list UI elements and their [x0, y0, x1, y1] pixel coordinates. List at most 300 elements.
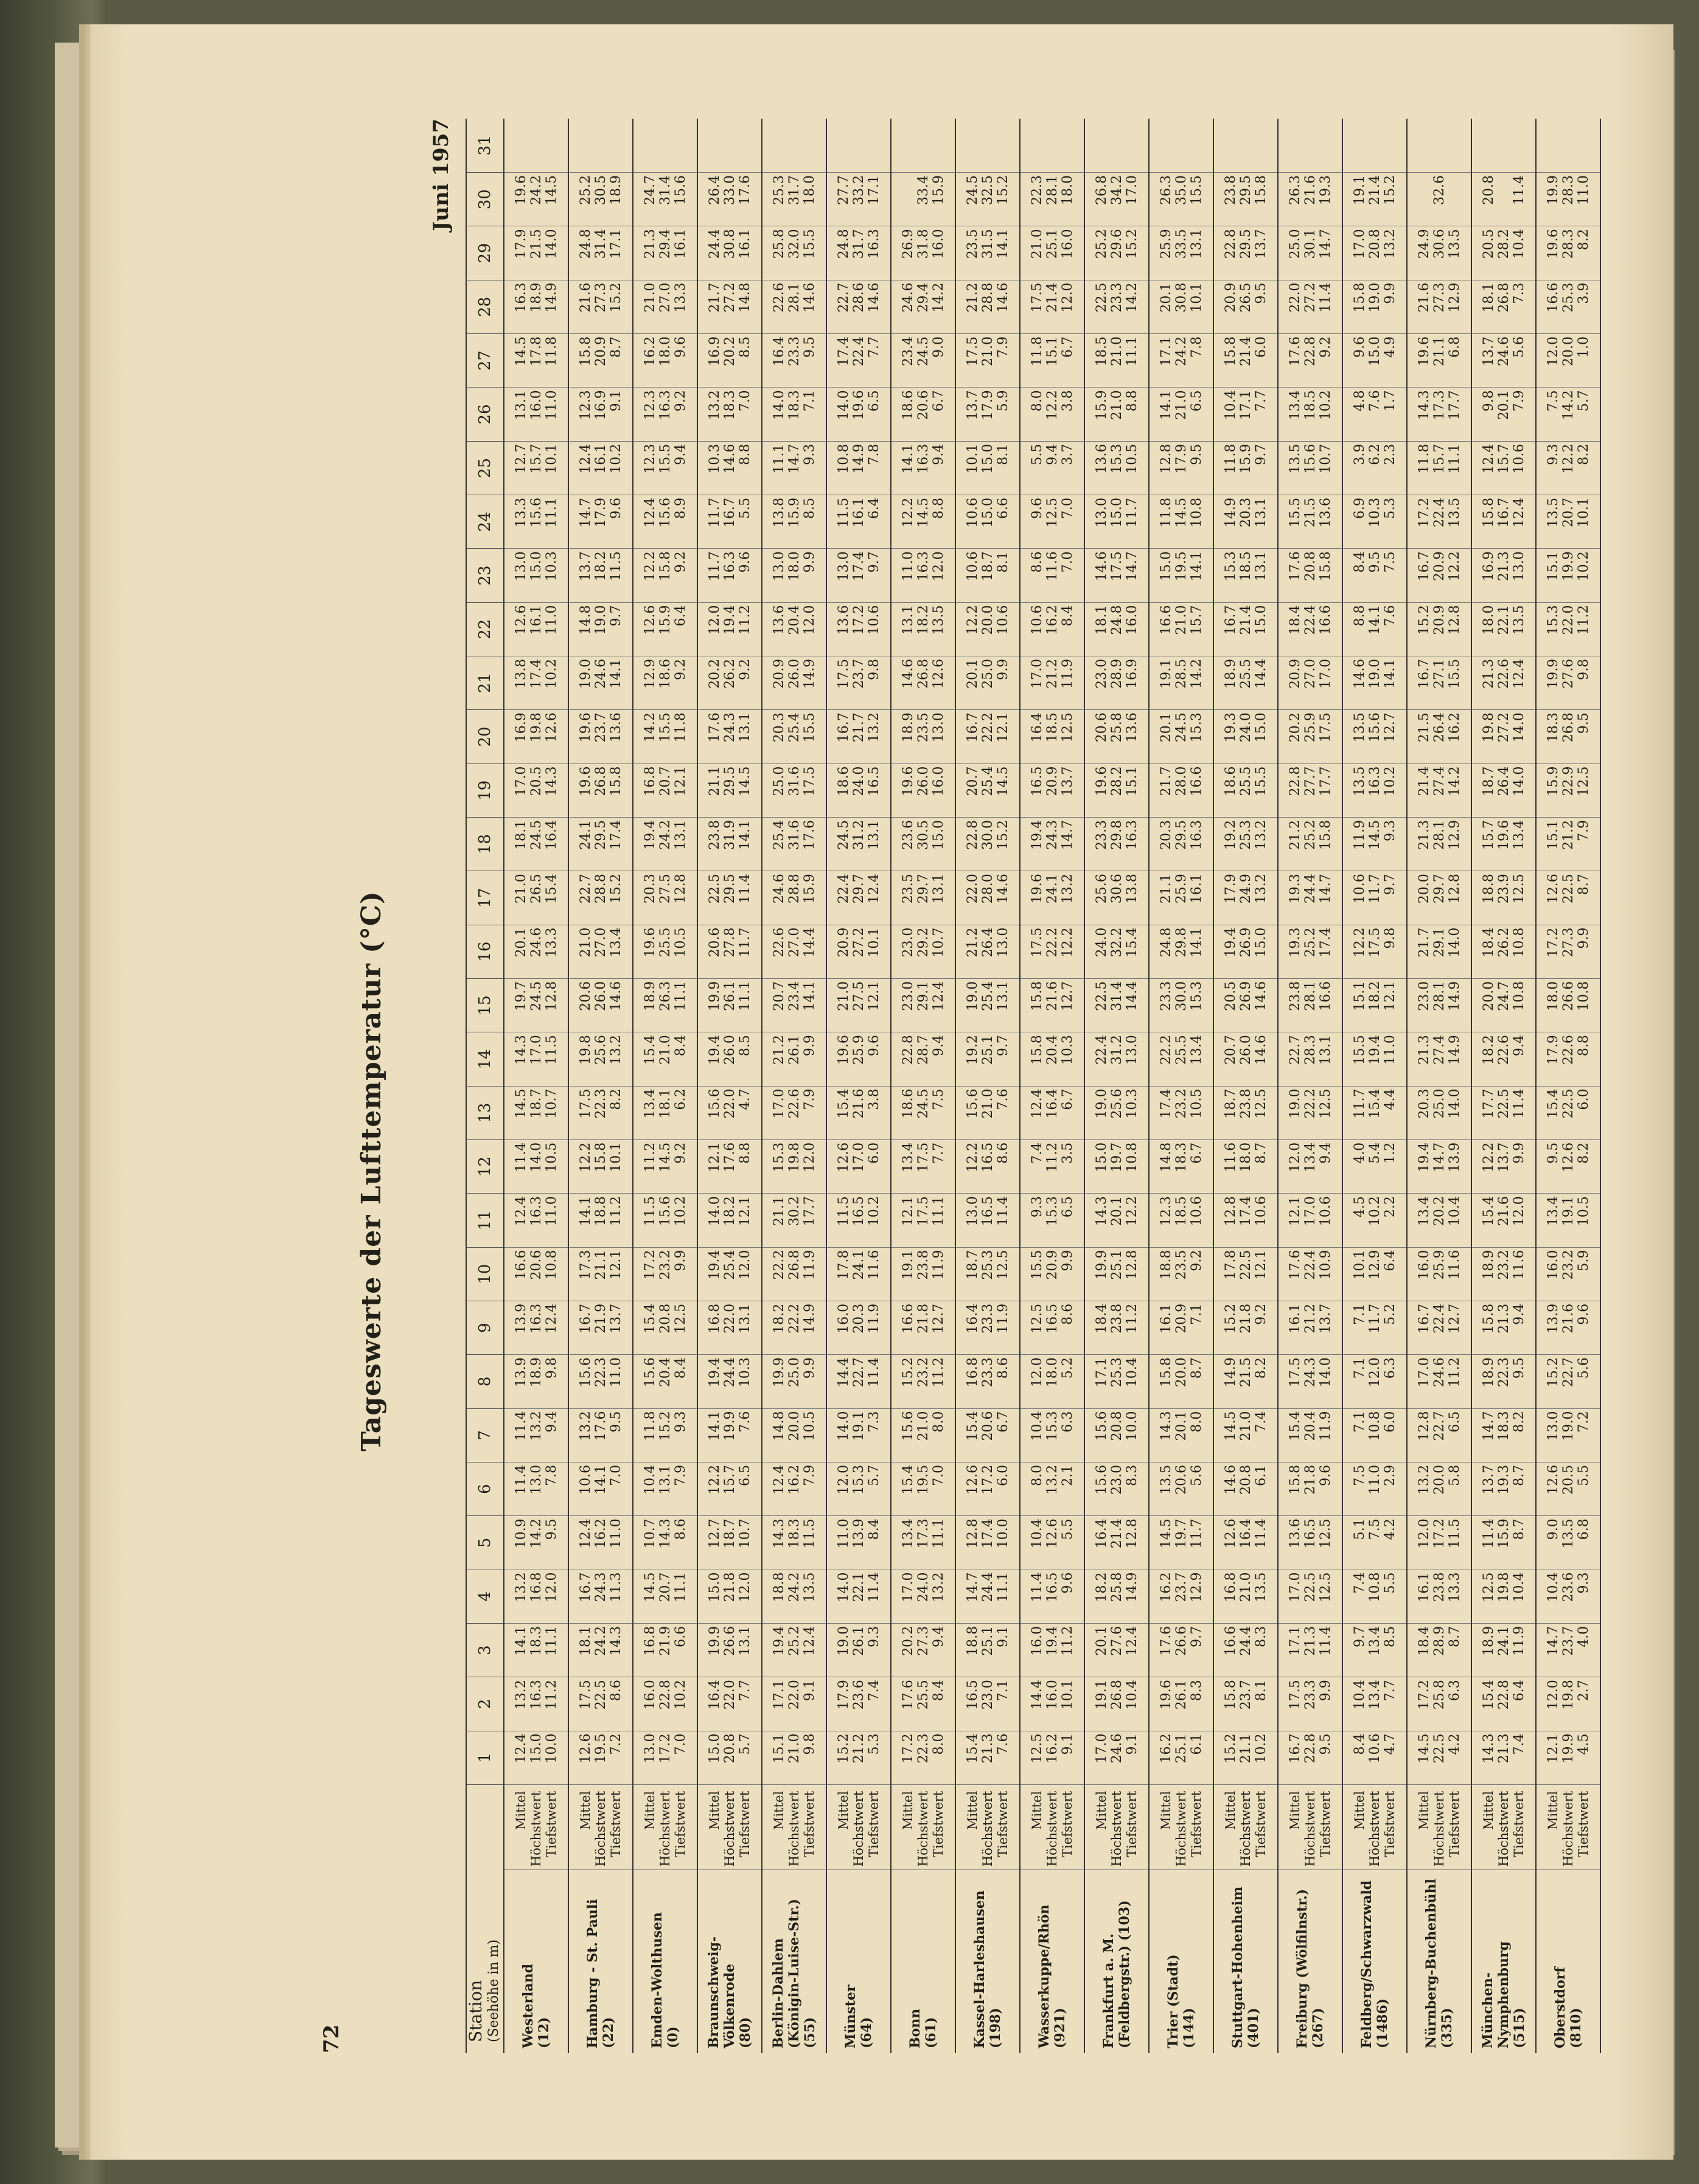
- temperature-hoechst: 21.3: [1496, 1303, 1512, 1334]
- temperature-mittel: 14.0: [836, 1411, 851, 1441]
- temperature-tief: 14.5: [995, 766, 1011, 796]
- temperature-mittel: 10.4: [1545, 1572, 1561, 1602]
- temperature-hoechst: 19.5: [915, 1464, 931, 1495]
- temperature-mittel: 19.6: [1029, 874, 1045, 904]
- day-value-cell: [1149, 1194, 1213, 1247]
- value-kind-label: Mittel: [1287, 1790, 1302, 1831]
- temperature-mittel: 15.7: [1481, 819, 1496, 850]
- temperature-tief: 5.2: [1059, 1357, 1075, 1379]
- day-value-cell: [955, 1408, 1020, 1462]
- temperature-mittel: 13.6: [836, 605, 851, 635]
- temperature-tief: 12.1: [1382, 981, 1398, 1011]
- day-value-cell: [826, 817, 891, 871]
- temperature-mittel: 15.4: [642, 1035, 658, 1065]
- temperature-mittel: 9.6: [1352, 336, 1367, 358]
- day-value-cell: [1084, 280, 1149, 333]
- temperature-hoechst: [1174, 121, 1189, 170]
- temperature-tief: 10.8: [1124, 1142, 1140, 1172]
- temperature-mittel: 12.4: [642, 497, 658, 527]
- temperature-mittel: 24.4: [706, 229, 722, 259]
- day-value-cell: [891, 656, 955, 709]
- station-row: [1020, 119, 1084, 2053]
- temperature-mittel: 17.4: [836, 336, 851, 366]
- day-value-cell: [1084, 871, 1149, 925]
- temperature-hoechst: 30.5: [915, 819, 931, 850]
- day-value-cell: [1213, 925, 1278, 978]
- day-value-cell: [762, 334, 826, 388]
- station-altitude: (1486): [1375, 1998, 1390, 2048]
- temperature-hoechst: 18.1: [657, 1088, 673, 1119]
- temperature-mittel: 19.6: [1094, 766, 1109, 796]
- temperature-hoechst: 20.2: [722, 336, 738, 366]
- station-row: [1471, 119, 1536, 2053]
- temperature-tief: 10.8: [1511, 927, 1527, 958]
- day-value-cell: [1471, 1462, 1536, 1515]
- temperature-hoechst: 20.5: [1560, 1464, 1576, 1495]
- day-value-cell: [1342, 817, 1407, 871]
- temperature-tief: 9.5: [608, 1411, 624, 1433]
- temperature-tief: 13.1: [995, 981, 1011, 1011]
- day-value-cell: [1084, 1731, 1149, 1784]
- temperature-hoechst: 14.5: [657, 1142, 673, 1172]
- temperature-hoechst: 27.6: [1560, 658, 1576, 689]
- value-kind-label: Höchstwert: [1109, 1790, 1124, 1867]
- temperature-tief: 4.0: [1575, 1626, 1591, 1647]
- temperature-hoechst: 25.8: [1109, 1572, 1125, 1602]
- temperature-hoechst: 25.0: [980, 658, 996, 689]
- temperature-hoechst: 25.2: [1302, 819, 1318, 850]
- station-name-cell: [1149, 1870, 1213, 2053]
- temperature-tief: 10.9: [1317, 1250, 1333, 1280]
- day-value-cell: [1471, 334, 1536, 388]
- temperature-mittel: 12.4: [771, 1464, 787, 1495]
- temperature-hoechst: 15.3: [1044, 1196, 1060, 1226]
- temperature-tief: 17.1: [608, 229, 624, 259]
- station-name: Frankfurt a. M.: [1101, 1933, 1117, 2048]
- day-value-cell: [955, 280, 1020, 333]
- temperature-tief: 12.0: [930, 551, 946, 582]
- temperature-hoechst: 15.0: [980, 497, 996, 527]
- day-value-cell: [762, 1086, 826, 1139]
- value-kind-cell: [633, 1784, 697, 1870]
- temperature-hoechst: 23.2: [1496, 1250, 1512, 1280]
- temperature-hoechst: 26.0: [1238, 1035, 1254, 1065]
- temperature-hoechst: 13.2: [1044, 1464, 1060, 1495]
- value-kind-cell: [1342, 1784, 1407, 1870]
- day-value-cell: [633, 656, 697, 709]
- temperature-tief: 7.1: [995, 1680, 1011, 1702]
- temperature-tief: 14.5: [737, 766, 753, 796]
- temperature-mittel: 19.7: [513, 981, 529, 1011]
- day-value-cell: [1149, 1355, 1213, 1408]
- temperature-hoechst: 20.1: [1173, 1411, 1189, 1441]
- temperature-hoechst: 29.6: [1109, 229, 1125, 259]
- temperature-tief: 3.9: [1575, 282, 1591, 304]
- temperature-hoechst: 23.5: [915, 712, 931, 743]
- temperature-mittel: 12.0: [1287, 1142, 1303, 1172]
- temperature-tief: 13.4: [1188, 1035, 1204, 1065]
- temperature-tief: 11.9: [995, 1303, 1011, 1334]
- temperature-hoechst: [1367, 121, 1383, 170]
- temperature-mittel: 23.0: [1094, 658, 1109, 689]
- station-name: Feldberg/Schwarzwald: [1359, 1880, 1375, 2048]
- temperature-tief: 9.7: [866, 551, 882, 573]
- temperature-mittel: 15.4: [642, 1303, 658, 1334]
- temperature-hoechst: 25.9: [1173, 874, 1189, 904]
- temperature-mittel: 12.2: [1481, 1142, 1496, 1172]
- temperature-mittel: 15.5: [1029, 1250, 1045, 1280]
- temperature-tief: [673, 121, 688, 170]
- temperature-hoechst: 25.1: [1173, 1733, 1189, 1764]
- day-column-header: 21: [466, 656, 504, 709]
- temperature-mittel: 20.1: [1158, 712, 1174, 743]
- temperature-hoechst: 22.6: [1560, 1035, 1576, 1065]
- day-value-cell: [1536, 602, 1600, 656]
- station-altitude: (12): [536, 2017, 552, 2048]
- day-value-cell: [891, 817, 955, 871]
- temperature-hoechst: 19.8: [1560, 1680, 1576, 1710]
- temperature-tief: 7.9: [672, 1464, 688, 1486]
- temperature-hoechst: 21.0: [1173, 390, 1189, 420]
- temperature-mittel: 20.1: [1158, 282, 1174, 313]
- temperature-hoechst: 20.6: [915, 390, 931, 420]
- value-kind-cell: [1278, 1784, 1342, 1870]
- temperature-mittel: 15.4: [1287, 1411, 1303, 1441]
- temperature-mittel: 12.4: [1029, 1088, 1045, 1119]
- station-name-cell: [1342, 1870, 1407, 2053]
- station-name-cell: [633, 1870, 697, 2053]
- temperature-hoechst: 26.4: [1431, 712, 1447, 743]
- temperature-tief: 11.6: [1446, 1250, 1462, 1280]
- value-kind-cell: [1407, 1784, 1471, 1870]
- temperature-hoechst: 24.5: [915, 336, 931, 366]
- temperature-tief: 15.6: [672, 175, 688, 205]
- day-value-cell: [504, 1086, 568, 1139]
- temperature-hoechst: 28.9: [1109, 658, 1125, 689]
- day-value-cell: [1342, 495, 1407, 548]
- temperature-mittel: 17.5: [577, 1088, 593, 1119]
- day-value-cell: [1471, 1301, 1536, 1354]
- day-value-cell: [1213, 173, 1278, 226]
- temperature-tief: 9.5: [1253, 282, 1269, 304]
- temperature-mittel: 21.7: [1158, 766, 1174, 796]
- temperature-mittel: 20.5: [1223, 981, 1238, 1011]
- temperature-tief: 5.5: [1382, 1572, 1398, 1594]
- temperature-mittel: 11.5: [836, 497, 851, 527]
- day-value-cell: [955, 119, 1020, 173]
- temperature-tief: 9.1: [1124, 1733, 1140, 1755]
- station-name: Hamburg - St. Pauli: [585, 1899, 601, 2048]
- temperature-hoechst: 31.9: [722, 819, 738, 850]
- temperature-mittel: 12.6: [1545, 1464, 1561, 1495]
- temperature-tief: 9.7: [1382, 874, 1398, 896]
- day-value-cell: [633, 817, 697, 871]
- day-value-cell: [1471, 871, 1536, 925]
- day-value-cell: [633, 1623, 697, 1677]
- temperature-tief: 13.2: [1253, 874, 1269, 904]
- temperature-tief: 7.0: [672, 1733, 688, 1755]
- temperature-tief: 5.7: [1575, 390, 1591, 412]
- temperature-tief: 9.9: [801, 1357, 817, 1379]
- station-altitude: (80): [738, 2017, 753, 2048]
- day-column-header: 26: [466, 388, 504, 441]
- temperature-tief: 12.4: [1124, 1626, 1140, 1656]
- temperature-mittel: 13.0: [836, 551, 851, 582]
- day-value-cell: [1471, 1355, 1536, 1408]
- temperature-mittel: [578, 121, 593, 170]
- temperature-hoechst: [1238, 121, 1254, 170]
- temperature-hoechst: 16.5: [980, 1196, 996, 1226]
- temperature-hoechst: 10.3: [1367, 497, 1383, 527]
- temperature-tief: 14.0: [1317, 1357, 1333, 1388]
- temperature-hoechst: 22.5: [1560, 874, 1576, 904]
- temperature-mittel: 21.0: [642, 282, 658, 313]
- temperature-mittel: 18.5: [1094, 336, 1109, 366]
- day-value-cell: [891, 1247, 955, 1301]
- temperature-tief: 15.3: [1188, 712, 1204, 743]
- value-kind-cell: [504, 1784, 568, 1870]
- value-kind-label: Tiefstwert: [995, 1790, 1010, 1857]
- temperature-hoechst: 21.0: [1173, 605, 1189, 635]
- temperature-mittel: 14.3: [1158, 1411, 1174, 1441]
- day-value-cell: [1342, 1086, 1407, 1139]
- temperature-hoechst: 24.5: [1173, 712, 1189, 743]
- temperature-mittel: 17.2: [642, 1250, 658, 1280]
- temperature-tief: 6.6: [995, 497, 1011, 519]
- temperature-hoechst: 23.2: [1173, 1088, 1189, 1119]
- temperature-mittel: 19.6: [1545, 229, 1561, 259]
- day-value-cell: [955, 978, 1020, 1032]
- temperature-mittel: 12.5: [1029, 1733, 1045, 1764]
- temperature-tief: 10.7: [930, 927, 946, 958]
- temperature-mittel: 12.1: [1545, 1733, 1561, 1764]
- day-value-cell: [1342, 602, 1407, 656]
- day-column-header: 19: [466, 763, 504, 817]
- temperature-tief: 11.1: [995, 1572, 1011, 1602]
- temperature-tief: 9.5: [1575, 712, 1591, 734]
- temperature-hoechst: 26.5: [528, 874, 544, 904]
- temperature-tief: 9.8: [543, 1357, 559, 1379]
- temperature-mittel: 17.9: [836, 1680, 851, 1710]
- day-value-cell: [1342, 1462, 1407, 1515]
- temperature-hoechst: 19.1: [851, 1411, 867, 1441]
- value-kind-label: Tiefstwert: [1188, 1790, 1204, 1857]
- temperature-mittel: 8.0: [1029, 390, 1045, 412]
- temperature-mittel: 15.0: [1158, 551, 1174, 582]
- temperature-mittel: 12.2: [965, 605, 980, 635]
- day-value-cell: [1471, 925, 1536, 978]
- temperature-tief: 14.7: [1317, 229, 1333, 259]
- temperature-tief: 9.5: [801, 336, 817, 358]
- temperature-hoechst: 24.0: [915, 1572, 931, 1602]
- station-row: [1278, 119, 1342, 2053]
- temperature-hoechst: 19.4: [1367, 1035, 1383, 1065]
- temperature-tief: 10.6: [866, 605, 882, 635]
- temperature-hoechst: 18.3: [722, 390, 738, 420]
- temperature-tief: 15.5: [1446, 658, 1462, 689]
- day-value-cell: [1149, 495, 1213, 548]
- temperature-hoechst: 26.6: [1560, 981, 1576, 1011]
- temperature-tief: 14.6: [1253, 981, 1269, 1011]
- temperature-hoechst: 16.0: [528, 390, 544, 420]
- day-value-cell: [504, 441, 568, 495]
- temperature-hoechst: 14.7: [1431, 1142, 1447, 1172]
- day-value-cell: [1536, 1247, 1600, 1301]
- temperature-tief: 7.6: [995, 1733, 1011, 1755]
- day-value-cell: [1278, 656, 1342, 709]
- temperature-mittel: 14.3: [513, 1035, 529, 1065]
- day-value-cell: [568, 1355, 633, 1408]
- station-altitude: (144): [1181, 2008, 1197, 2048]
- temperature-tief: 9.5: [1317, 1733, 1333, 1755]
- day-value-cell: [1536, 925, 1600, 978]
- day-value-cell: [1536, 656, 1600, 709]
- temperature-tief: 9.2: [672, 390, 688, 412]
- day-column-header: 10: [466, 1247, 504, 1301]
- day-value-cell: [568, 817, 633, 871]
- temperature-mittel: [1159, 121, 1174, 170]
- temperature-mittel: 18.0: [1481, 605, 1496, 635]
- day-value-cell: [568, 710, 633, 763]
- temperature-mittel: 16.9: [513, 712, 529, 743]
- temperature-tief: 15.5: [801, 229, 817, 259]
- temperature-tief: 11.4: [1253, 1518, 1269, 1549]
- temperature-hoechst: 29.8: [1173, 927, 1189, 958]
- temperature-hoechst: 20.2: [1431, 1196, 1447, 1226]
- station-name-cell: [568, 1870, 633, 2053]
- temperature-hoechst: 13.2: [528, 1411, 544, 1441]
- temperature-mittel: 11.4: [1029, 1572, 1045, 1602]
- value-kind-label: Mittel: [1352, 1790, 1367, 1831]
- temperature-hoechst: 21.8: [915, 1303, 931, 1334]
- temperature-tief: [1189, 121, 1204, 170]
- temperature-hoechst: 16.5: [980, 1142, 996, 1172]
- day-value-cell: [762, 280, 826, 333]
- temperature-tief: 15.8: [1317, 551, 1333, 582]
- day-value-cell: [762, 925, 826, 978]
- temperature-tief: 19.3: [1317, 175, 1333, 205]
- temperature-tief: 8.2: [1575, 1142, 1591, 1164]
- day-value-cell: [697, 1139, 762, 1193]
- day-value-cell: [568, 226, 633, 280]
- station-name: Oberstdorf: [1552, 1967, 1568, 2048]
- temperature-hoechst: 15.9: [1496, 1518, 1512, 1549]
- temperature-hoechst: 20.6: [528, 1250, 544, 1280]
- day-value-cell: [1020, 656, 1084, 709]
- temperature-mittel: 16.1: [1416, 1572, 1432, 1602]
- day-value-cell: [633, 925, 697, 978]
- temperature-mittel: 12.4: [513, 1196, 529, 1226]
- temperature-hoechst: 16.7: [722, 497, 738, 527]
- temperature-mittel: 19.9: [1545, 658, 1561, 689]
- temperature-tief: 10.1: [1188, 282, 1204, 313]
- temperature-tief: 11.1: [1446, 443, 1462, 474]
- temperature-tief: 7.1: [801, 390, 817, 412]
- temperature-hoechst: 28.0: [1173, 766, 1189, 796]
- temperature-mittel: 19.3: [1223, 712, 1238, 743]
- day-value-cell: [891, 1623, 955, 1677]
- temperature-tief: 13.2: [608, 1035, 624, 1065]
- temperature-mittel: 19.6: [577, 712, 593, 743]
- temperature-mittel: 24.8: [577, 229, 593, 259]
- temperature-hoechst: 11.0: [1367, 1464, 1383, 1495]
- temperature-hoechst: 20.8: [1109, 1411, 1125, 1441]
- station-name-cell: [504, 1870, 568, 2053]
- temperature-mittel: 17.8: [1223, 1250, 1238, 1280]
- temperature-hoechst: 24.3: [1302, 1357, 1318, 1388]
- temperature-mittel: 20.2: [900, 1626, 916, 1656]
- temperature-hoechst: 25.5: [657, 927, 673, 958]
- day-value-cell: [568, 978, 633, 1032]
- temperature-mittel: 14.6: [900, 658, 916, 689]
- temperature-hoechst: 31.4: [1109, 981, 1125, 1011]
- temperature-mittel: [1417, 121, 1432, 170]
- day-value-cell: [1278, 1355, 1342, 1408]
- temperature-hoechst: 12.5: [1044, 497, 1060, 527]
- temperature-hoechst: 22.8: [1302, 1733, 1318, 1764]
- day-value-cell: [1084, 1247, 1149, 1301]
- temperature-mittel: 14.7: [1545, 1626, 1561, 1656]
- temperature-hoechst: 26.0: [722, 1035, 738, 1065]
- temperature-hoechst: 22.6: [1496, 658, 1512, 689]
- day-value-cell: [568, 1139, 633, 1193]
- day-value-cell: [955, 1731, 1020, 1784]
- day-value-cell: [1084, 763, 1149, 817]
- temperature-tief: 1.0: [1575, 336, 1591, 358]
- temperature-hoechst: 25.8: [1431, 1680, 1447, 1710]
- temperature-hoechst: 23.3: [786, 336, 802, 366]
- temperature-tief: 12.8: [672, 874, 688, 904]
- day-value-cell: [1149, 441, 1213, 495]
- temperature-hoechst: 15.0: [528, 1733, 544, 1764]
- temperature-mittel: 13.2: [513, 1680, 529, 1710]
- day-column-header: 11: [466, 1194, 504, 1247]
- day-value-cell: [762, 817, 826, 871]
- temperature-mittel: 21.2: [1287, 819, 1303, 850]
- temperature-tief: 13.1: [1253, 551, 1269, 582]
- temperature-tief: 6.7: [930, 390, 946, 412]
- day-value-cell: [1278, 173, 1342, 226]
- value-kind-label: Mittel: [771, 1790, 786, 1831]
- temperature-tief: 13.8: [1124, 874, 1140, 904]
- temperature-tief: 8.5: [737, 336, 753, 358]
- day-value-cell: [1213, 1139, 1278, 1193]
- temperature-hoechst: 25.5: [1238, 658, 1254, 689]
- temperature-hoechst: 21.4: [1238, 605, 1254, 635]
- temperature-hoechst: 22.8: [657, 1680, 673, 1710]
- station-name: Kassel-Harleshausen: [972, 1890, 988, 2048]
- temperature-mittel: [1288, 121, 1303, 170]
- temperature-mittel: 17.6: [1287, 336, 1303, 366]
- temperature-hoechst: 25.4: [980, 766, 996, 796]
- day-value-cell: [568, 1570, 633, 1623]
- temperature-hoechst: 29.8: [1109, 819, 1125, 850]
- temperature-mittel: 19.2: [965, 1035, 980, 1065]
- day-value-cell: [891, 441, 955, 495]
- temperature-mittel: 19.4: [706, 1035, 722, 1065]
- day-value-cell: [633, 1032, 697, 1086]
- temperature-hoechst: 12.2: [1560, 443, 1576, 474]
- table-header-row: [466, 119, 504, 2053]
- temperature-hoechst: 18.2: [915, 605, 931, 635]
- temperature-tief: 9.5: [1188, 443, 1204, 465]
- temperature-hoechst: 25.1: [1109, 1250, 1125, 1280]
- temperature-mittel: 10.6: [1029, 605, 1045, 635]
- temperature-tief: 15.8: [1253, 175, 1269, 205]
- day-value-cell: [1149, 388, 1213, 441]
- temperature-mittel: 15.0: [1094, 1142, 1109, 1172]
- temperature-mittel: 4.8: [1352, 390, 1367, 412]
